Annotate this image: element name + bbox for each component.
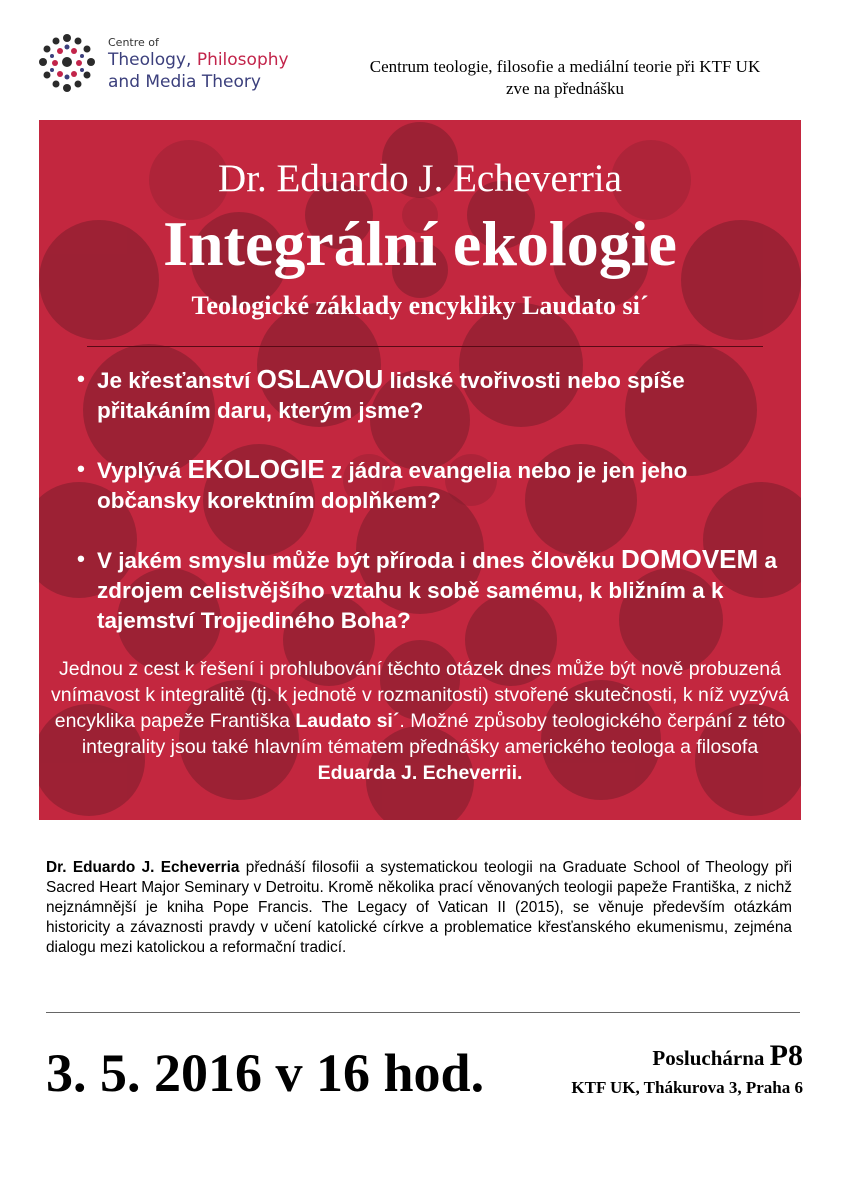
logo-line1 (108, 50, 289, 70)
speaker-genitive: Eduarda J. Echeverrii. (317, 762, 523, 784)
question-after: lidské tvořivosti nebo spíše přitakáním daru, kterým jsme? (97, 368, 685, 423)
question-text (97, 454, 787, 516)
panel-divider (87, 346, 763, 347)
lecture-panel (39, 120, 801, 820)
speaker-name: Dr. Eduardo J. Echeverria (218, 157, 622, 200)
paragraph-part2: . Možné způsoby teologického čerpání z této integrality jsou také hlavním tématem přednášky amerického teologa a filosofa (81, 710, 786, 758)
question-before: V jakém smyslu může být příroda i dnes člověku (97, 548, 621, 573)
question-before: Je křesťanství (97, 368, 257, 393)
intro-paragraph (39, 656, 801, 786)
event-date: 3. 5. 2016 v 16 hod. (46, 1043, 485, 1103)
lecture-subtitle: Teologické základy encykliky Laudato si´ (191, 291, 649, 320)
question-after: z jádra evangelia nebo je jen jeho občansky korektním doplňkem? (97, 458, 688, 513)
bullet-icon: • (77, 366, 85, 391)
bio-text: přednáší filosofii a systematickou teologii na Graduate School of Theology při Sacred Heart Major Seminary v Detroitu. Kromě několika prací věnovaných teologii papeže Františka, z nichž nejznámnější je kniha Pope Francis. The Legacy of Vatican II (2015), se věnuje především otázkám historicity a závaznosti pravdy v učení katolické církve a problematice křesťanského ekumenismu, zejména dialogu mezi katolickou a reformační tradicí. (46, 859, 792, 956)
lecture-hall (571, 1038, 803, 1076)
footer-divider (46, 1012, 800, 1013)
logo-theology: Theology, (108, 50, 197, 70)
logo-line2: and Media Theory (108, 72, 261, 92)
invite-line1: Centrum teologie, filosofie a mediální teorie při KTF UK (369, 57, 761, 76)
centre-logo (36, 32, 306, 94)
paragraph-part1: Jednou z cest k řešení i prohlubování těchto otázek dnes může být nově probuzená vnímavost k integralitě (tj. k jednotě v rozmanitosti) stvořené skutečnosti, k níž vyzývá encyklika papeže Františka (50, 658, 790, 732)
question-emphasis: DOMOVEM (620, 544, 759, 574)
speaker-bio (46, 858, 792, 958)
question-text (97, 364, 787, 426)
question-emphasis: OSLAVOU (256, 364, 384, 394)
venue-address: KTF UK, Thákurova 3, Praha 6 (571, 1078, 803, 1097)
question-text (97, 544, 787, 636)
bio-name: Dr. Eduardo J. Echeverria (46, 859, 240, 876)
question-emphasis: EKOLOGIE (187, 454, 325, 484)
invite-line2: zve na přednášku (505, 79, 624, 98)
question-item (67, 544, 787, 636)
lecture-title: Integrální ekologie (163, 208, 677, 279)
logo-small-text: Centre of (108, 36, 159, 49)
invitation-text (318, 56, 812, 100)
question-item (67, 364, 787, 426)
dots-logo-icon (36, 32, 98, 94)
venue (571, 1038, 803, 1100)
logo-philosophy: Philosophy (196, 50, 289, 70)
encyclical-name: Laudato si´ (295, 710, 400, 732)
bullet-icon: • (77, 456, 85, 481)
question-before: Vyplývá (97, 458, 188, 483)
hall-room: P8 (769, 1039, 803, 1072)
question-item (67, 454, 787, 516)
question-after: a zdrojem celistvějšího vztahu k sobě samému, k bližním a k tajemství Trojjediného Boha? (97, 548, 777, 633)
hall-label: Posluchárna (652, 1046, 770, 1070)
bullet-icon: • (77, 546, 85, 571)
